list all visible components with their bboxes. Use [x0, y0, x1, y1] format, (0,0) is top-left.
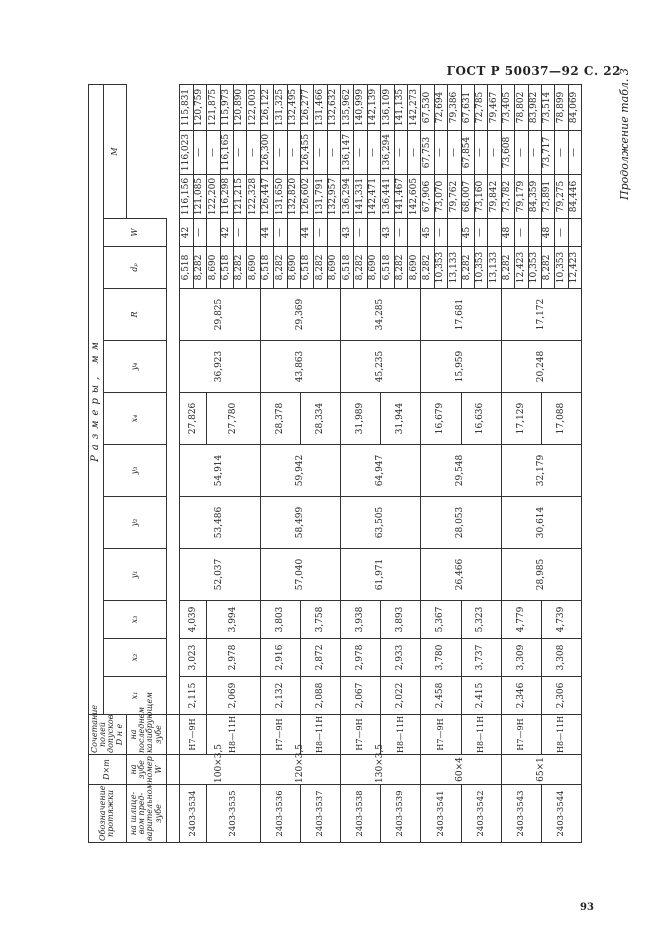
x4-cell: 17,129 [501, 393, 541, 445]
dp-cell: 8,690 [327, 247, 340, 289]
col-x2: x₂ [104, 639, 167, 677]
col-y3: y₃ [104, 445, 167, 497]
dp-cell: 8,282 [193, 247, 206, 289]
m-finish-cell: 120,890 [233, 84, 246, 130]
w-cell: — [434, 219, 447, 247]
standard-header: ГОСТ Р 50037—92 С. 22 [446, 64, 621, 78]
x1-cell: 2,306 [541, 677, 581, 715]
m-finish-cell: 79,386 [448, 84, 461, 130]
x4-cell: 27,780 [207, 393, 261, 445]
designation-cell: 2403-3535 [207, 785, 261, 843]
m-before-cell: 142,605 [408, 175, 421, 219]
fit-cell: H7—9H [501, 715, 541, 755]
w-cell: 45 [421, 219, 434, 247]
m-before-cell: 79,842 [488, 175, 501, 219]
m-tooth-cell: — [354, 131, 367, 175]
designation-cell: 2403-3538 [341, 785, 381, 843]
w-cell: 42 [180, 219, 193, 247]
m-before-cell: 68,007 [461, 175, 474, 219]
w-cell: — [354, 219, 367, 247]
m-finish-cell: 72,785 [474, 84, 487, 130]
designation-cell: 2403-3542 [461, 785, 501, 843]
fit-cell: H7—9H [180, 715, 207, 755]
m-tooth-cell: 126,300 [260, 131, 273, 175]
w-cell [488, 219, 501, 247]
m-finish-cell: 132,632 [327, 84, 340, 130]
w-cell [367, 219, 380, 247]
m-tooth-cell: — [515, 131, 528, 175]
m-before-cell: 122,328 [247, 175, 260, 219]
x4-cell: 27,826 [180, 393, 207, 445]
m-before-cell: 73,782 [501, 175, 514, 219]
m-before-cell: 73,160 [474, 175, 487, 219]
dm-cell: 100×3,5 [180, 755, 260, 785]
x3-cell: 5,323 [461, 601, 501, 639]
continuation-label: Продолжение табл. 3 [618, 68, 631, 200]
col-y2: y₂ [104, 497, 167, 549]
dp-cell: 8,282 [421, 247, 434, 289]
col-dp: dₚ [104, 247, 167, 289]
m-finish-cell: 121,875 [207, 84, 220, 130]
table-row [501, 84, 514, 842]
y2-cell: 53,486 [180, 497, 260, 549]
m-tooth-cell: 73,608 [501, 131, 514, 175]
r-cell: 34,285 [341, 289, 421, 341]
w-cell: 48 [501, 219, 514, 247]
dp-cell: 8,282 [314, 247, 327, 289]
w-cell: — [515, 219, 528, 247]
col-m-tooth: на зубе номер W [126, 755, 166, 785]
x2-cell: 2,978 [341, 639, 381, 677]
w-cell [247, 219, 260, 247]
m-finish-cell: 73,405 [501, 84, 514, 130]
x4-cell: 17,088 [541, 393, 581, 445]
table-row [260, 84, 273, 842]
designation-cell: 2403-3543 [501, 785, 541, 843]
m-finish-cell: 142,139 [367, 84, 380, 130]
w-cell [408, 219, 421, 247]
m-finish-cell: 126,122 [260, 84, 273, 130]
w-cell: 45 [461, 219, 474, 247]
x3-cell: 3,893 [381, 601, 421, 639]
x3-cell: 3,938 [341, 601, 381, 639]
y4-cell: 45,235 [341, 341, 421, 393]
w-cell: 43 [341, 219, 354, 247]
m-tooth-cell: — [233, 131, 246, 175]
m-tooth-cell: — [448, 131, 461, 175]
fit-cell: H8—11H [541, 715, 581, 755]
w-cell [327, 219, 340, 247]
m-finish-cell: 142,273 [408, 84, 421, 130]
m-before-cell: 79,179 [515, 175, 528, 219]
x3-cell: 4,779 [501, 601, 541, 639]
w-cell: — [474, 219, 487, 247]
fit-cell: H8—11H [300, 715, 340, 755]
w-cell [568, 219, 581, 247]
x2-cell: 2,933 [381, 639, 421, 677]
rotated-table-wrapper [88, 85, 614, 843]
m-finish-cell: 131,466 [314, 84, 327, 130]
designation-cell: 2403-3544 [541, 785, 581, 843]
table-body [180, 84, 582, 842]
x3-cell: 3,803 [260, 601, 300, 639]
w-cell: — [274, 219, 287, 247]
m-before-cell: 142,471 [367, 175, 380, 219]
x1-cell: 2,069 [207, 677, 261, 715]
m-before-cell: 141,331 [354, 175, 367, 219]
col-m-before: на шлице-вом пред-варительном зубе [126, 785, 166, 843]
m-finish-cell: 78,802 [515, 84, 528, 130]
m-tooth-cell: 126,455 [300, 131, 313, 175]
m-before-cell: 121,085 [193, 175, 206, 219]
m-before-cell: 121,215 [233, 175, 246, 219]
designation-cell: 2403-3537 [300, 785, 340, 843]
r-cell: 17,681 [421, 289, 501, 341]
col-m: M [104, 84, 127, 218]
y3-cell: 32,179 [501, 445, 581, 497]
r-cell: 17,172 [501, 289, 581, 341]
m-tooth-cell: — [434, 131, 447, 175]
table-row [421, 84, 434, 842]
m-finish-cell: 79,467 [488, 84, 501, 130]
col-y1: y₁ [104, 549, 167, 601]
dm-cell: 130×3,5 [341, 755, 421, 785]
x1-cell: 2,088 [300, 677, 340, 715]
x1-cell: 2,115 [180, 677, 207, 715]
r-cell: 29,369 [260, 289, 340, 341]
dp-cell: 6,518 [260, 247, 273, 289]
m-finish-cell: 141,135 [394, 84, 407, 130]
fit-cell: H8—11H [381, 715, 421, 755]
y4-cell: 43,863 [260, 341, 340, 393]
m-before-cell: 84,359 [528, 175, 541, 219]
m-tooth-cell: 67,753 [421, 131, 434, 175]
m-finish-cell: 73,514 [541, 84, 554, 130]
dp-cell: 8,282 [274, 247, 287, 289]
dp-cell: 13,133 [448, 247, 461, 289]
m-finish-cell: 120,759 [193, 84, 206, 130]
x4-cell: 16,679 [421, 393, 461, 445]
x2-cell: 3,023 [180, 639, 207, 677]
m-before-cell: 132,820 [287, 175, 300, 219]
y3-cell: 54,914 [180, 445, 260, 497]
m-tooth-cell: — [488, 131, 501, 175]
m-tooth-cell: 73,717 [541, 131, 554, 175]
x1-cell: 2,346 [501, 677, 541, 715]
m-finish-cell: 67,530 [421, 84, 434, 130]
y3-cell: 29,548 [421, 445, 501, 497]
fit-cell: H7—9H [341, 715, 381, 755]
group-label: Размеры, мм [89, 84, 104, 714]
designation-cell: 2403-3539 [381, 785, 421, 843]
m-finish-cell: 135,962 [341, 84, 354, 130]
dp-cell: 8,282 [541, 247, 554, 289]
dp-cell: 8,690 [247, 247, 260, 289]
dimensions-table [88, 84, 582, 843]
w-cell [287, 219, 300, 247]
w-cell: 42 [220, 219, 233, 247]
m-finish-cell: 132,495 [287, 84, 300, 130]
m-finish-cell: 84,069 [568, 84, 581, 130]
y2-cell: 58,499 [260, 497, 340, 549]
dm-cell: 65×1 [501, 755, 581, 785]
x4-cell: 28,378 [260, 393, 300, 445]
y3-cell: 64,947 [341, 445, 421, 497]
m-before-cell: 73,891 [541, 175, 554, 219]
x3-cell: 4,039 [180, 601, 207, 639]
col-w: W [104, 219, 167, 247]
w-cell: — [193, 219, 206, 247]
dm-cell: 120×3,5 [260, 755, 340, 785]
w-cell: — [233, 219, 246, 247]
x3-cell: 5,367 [421, 601, 461, 639]
table-row [341, 84, 354, 842]
dp-cell: 10,353 [434, 247, 447, 289]
m-before-cell: 132,957 [327, 175, 340, 219]
fit-cell: H8—11H [207, 715, 261, 755]
dp-cell: 8,690 [287, 247, 300, 289]
y4-cell: 36,923 [180, 341, 260, 393]
dp-cell: 12,423 [515, 247, 528, 289]
m-finish-cell: 72,694 [434, 84, 447, 130]
m-finish-cell: 122,003 [247, 84, 260, 130]
m-tooth-cell: 116,165 [220, 131, 233, 175]
w-cell: 48 [541, 219, 554, 247]
m-before-cell: 116,298 [220, 175, 233, 219]
designation-cell: 2403-3541 [421, 785, 461, 843]
dp-cell: 8,282 [233, 247, 246, 289]
w-cell: 44 [260, 219, 273, 247]
x1-cell: 2,415 [461, 677, 501, 715]
w-cell: — [555, 219, 568, 247]
m-finish-cell: 126,277 [300, 84, 313, 130]
x2-cell: 3,308 [541, 639, 581, 677]
m-finish-cell: 67,631 [461, 84, 474, 130]
dp-cell: 8,282 [461, 247, 474, 289]
m-tooth-cell: — [408, 131, 421, 175]
y1-cell: 28,985 [501, 549, 581, 601]
m-tooth-cell: — [207, 131, 220, 175]
col-x3: x₃ [104, 601, 167, 639]
x4-cell: 31,989 [341, 393, 381, 445]
m-tooth-cell: — [287, 131, 300, 175]
col-dm: D×m [89, 755, 127, 785]
m-tooth-cell: 136,294 [381, 131, 394, 175]
m-before-cell: 122,200 [207, 175, 220, 219]
m-finish-cell: 115,831 [180, 84, 193, 130]
x2-cell: 2,916 [260, 639, 300, 677]
m-tooth-cell: 67,854 [461, 131, 474, 175]
w-cell [448, 219, 461, 247]
m-finish-cell: 136,109 [381, 84, 394, 130]
dp-cell: 8,690 [408, 247, 421, 289]
dp-cell: 6,518 [220, 247, 233, 289]
designation-cell: 2403-3534 [180, 785, 207, 843]
col-r: R [104, 289, 167, 341]
m-tooth-cell: — [274, 131, 287, 175]
m-tooth-cell: — [327, 131, 340, 175]
y3-cell: 59,942 [260, 445, 340, 497]
m-tooth-cell: — [394, 131, 407, 175]
x1-cell: 2,132 [260, 677, 300, 715]
dp-cell: 8,282 [501, 247, 514, 289]
dp-cell: 12,423 [568, 247, 581, 289]
x4-cell: 31,944 [381, 393, 421, 445]
x4-cell: 16,636 [461, 393, 501, 445]
x2-cell: 2,978 [207, 639, 261, 677]
x3-cell: 3,994 [207, 601, 261, 639]
page-number: 93 [580, 902, 594, 913]
x2-cell: 3,780 [421, 639, 461, 677]
dp-cell: 10,353 [474, 247, 487, 289]
m-before-cell: 136,441 [381, 175, 394, 219]
m-before-cell: 131,791 [314, 175, 327, 219]
y1-cell: 61,971 [341, 549, 421, 601]
m-tooth-cell: — [193, 131, 206, 175]
col-fit: Сочетание полей допусков D н е [89, 715, 127, 755]
m-tooth-cell: — [367, 131, 380, 175]
col-y4: y₄ [104, 341, 167, 393]
w-cell: — [394, 219, 407, 247]
fit-cell: H7—9H [421, 715, 461, 755]
y1-cell: 57,040 [260, 549, 340, 601]
dp-cell: 6,518 [381, 247, 394, 289]
dp-cell: 6,518 [180, 247, 193, 289]
dp-cell: 6,518 [300, 247, 313, 289]
y2-cell: 63,505 [341, 497, 421, 549]
dp-cell: 10,353 [555, 247, 568, 289]
m-finish-cell: 78,899 [555, 84, 568, 130]
m-before-cell: 141,467 [394, 175, 407, 219]
m-before-cell: 67,906 [421, 175, 434, 219]
m-finish-cell: 115,973 [220, 84, 233, 130]
designation-cell: 2403-3536 [260, 785, 300, 843]
m-tooth-cell: — [528, 131, 541, 175]
m-tooth-cell: — [474, 131, 487, 175]
m-before-cell: 136,294 [341, 175, 354, 219]
m-finish-cell: 131,325 [274, 84, 287, 130]
w-cell [528, 219, 541, 247]
y1-cell: 52,037 [180, 549, 260, 601]
y4-cell: 20,248 [501, 341, 581, 393]
dp-cell: 10,353 [528, 247, 541, 289]
w-cell: — [314, 219, 327, 247]
dp-cell: 8,690 [367, 247, 380, 289]
w-cell: 44 [300, 219, 313, 247]
m-before-cell: 126,447 [260, 175, 273, 219]
fit-cell: H7—9H [260, 715, 300, 755]
col-x4: x₄ [104, 393, 167, 445]
x1-cell: 2,022 [381, 677, 421, 715]
m-tooth-cell: 116,023 [180, 131, 193, 175]
col-x1: x₁ [104, 677, 167, 715]
m-finish-cell: 140,999 [354, 84, 367, 130]
x2-cell: 2,872 [300, 639, 340, 677]
m-before-cell: 79,762 [448, 175, 461, 219]
y4-cell: 15,959 [421, 341, 501, 393]
m-before-cell: 126,602 [300, 175, 313, 219]
y2-cell: 30,614 [501, 497, 581, 549]
y1-cell: 26,466 [421, 549, 501, 601]
w-cell: 43 [381, 219, 394, 247]
y2-cell: 28,053 [421, 497, 501, 549]
x3-cell: 3,758 [300, 601, 340, 639]
m-before-cell: 84,446 [568, 175, 581, 219]
dp-cell: 8,690 [207, 247, 220, 289]
dp-cell: 6,518 [341, 247, 354, 289]
m-before-cell: 73,070 [434, 175, 447, 219]
m-tooth-cell: 136,147 [341, 131, 354, 175]
x3-cell: 4,739 [541, 601, 581, 639]
col-m-finish: на последнем калибрующем зубе [126, 715, 166, 755]
m-before-cell: 131,650 [274, 175, 287, 219]
x1-cell: 2,067 [341, 677, 381, 715]
dp-cell: 8,282 [394, 247, 407, 289]
table-row [180, 84, 193, 842]
m-before-cell: 79,275 [555, 175, 568, 219]
x2-cell: 3,309 [501, 639, 541, 677]
w-cell [207, 219, 220, 247]
dm-cell: 60×4 [421, 755, 501, 785]
m-before-cell: 116,156 [180, 175, 193, 219]
m-tooth-cell: — [568, 131, 581, 175]
m-finish-cell: 83,982 [528, 84, 541, 130]
m-tooth-cell: — [555, 131, 568, 175]
m-tooth-cell: — [247, 131, 260, 175]
fit-cell: H8—11H [461, 715, 501, 755]
x1-cell: 2,458 [421, 677, 461, 715]
col-designation: Обозначение протяжки [89, 785, 127, 843]
r-cell: 29,825 [180, 289, 260, 341]
x4-cell: 28,334 [300, 393, 340, 445]
m-tooth-cell: — [314, 131, 327, 175]
x2-cell: 3,737 [461, 639, 501, 677]
dp-cell: 8,282 [354, 247, 367, 289]
dp-cell: 13,133 [488, 247, 501, 289]
